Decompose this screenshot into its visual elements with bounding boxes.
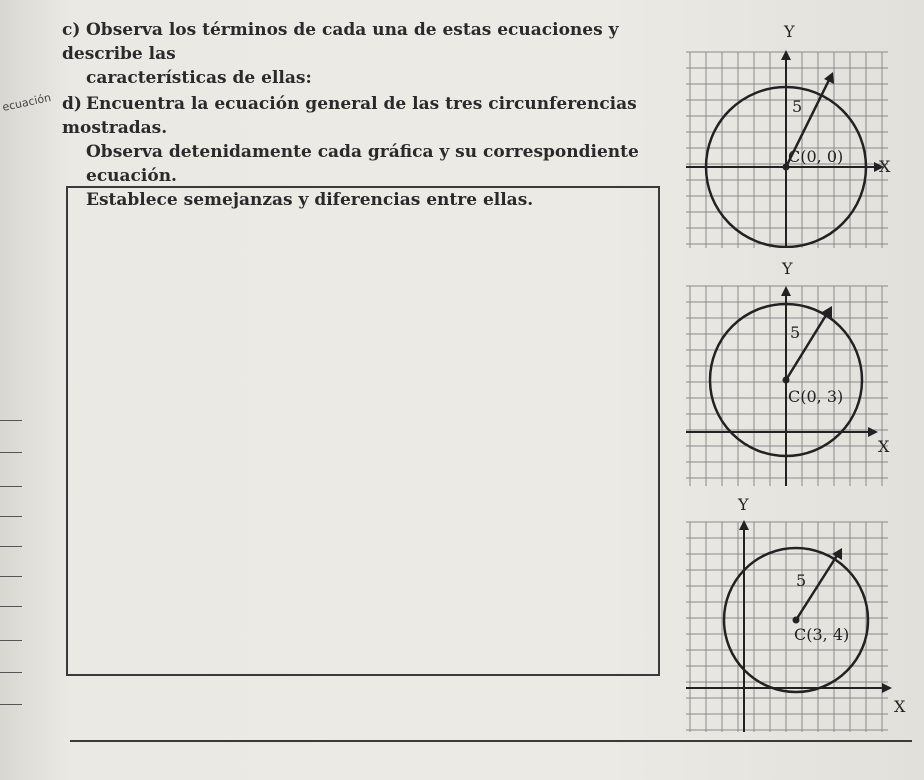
graph-2-y-label: Y [782,259,793,278]
graph-1-y-label: Y [784,22,795,41]
graph-2-x-label: X [878,437,890,456]
graph-1-center-label: C(0, 0) [788,147,844,166]
graph-3-x-arrow [882,683,892,693]
graph-circle-center-3-4 [686,492,924,732]
graph-3-x-label: X [894,697,906,716]
question-d-line2: Observa detenidamente cada gráfica y su correspondiente ecuación. [86,142,639,186]
graph-3-grid [686,522,888,732]
graph-2-y-arrow [781,286,791,296]
question-c-letter: c) [62,20,81,40]
graph-2-x-arrow [868,427,878,437]
graph-3-y-label: Y [738,495,749,514]
graph-3-center-label: C(3, 4) [794,625,850,644]
graph-1-radius-label: 5 [792,97,803,116]
graph-3-radius-label: 5 [796,571,807,590]
graph-1-x-label: X [879,157,891,176]
question-d-letter: d) [62,94,82,114]
graph-circle-center-origin [686,22,924,248]
question-c [62,18,662,90]
bottom-rule [70,740,912,742]
question-c-line2: características de ellas: [86,68,312,88]
answer-box[interactable] [66,186,660,676]
question-c-line1: Observa los términos de cada una de estas ecuaciones y describe las [62,20,619,64]
question-d-line1: Encuentra la ecuación general de las tres circunferencias mostradas. [62,94,637,138]
question-d-line3: Establece semejanzas y diferencias entre ellas. [86,190,534,210]
margin-note: ecuación [1,91,53,114]
graph-circle-center-0-3 [686,256,924,486]
graph-2-center-label: C(0, 3) [788,387,844,406]
graph-2-radius-label: 5 [790,323,801,342]
